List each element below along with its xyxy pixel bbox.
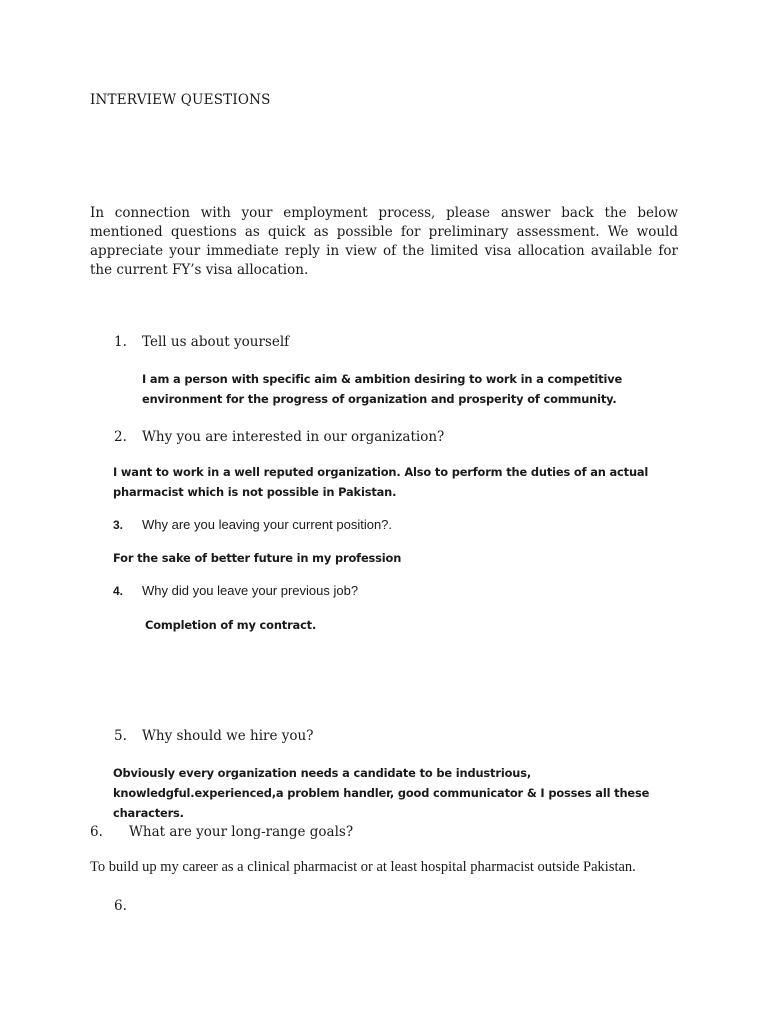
question-4-number: 4. — [113, 584, 124, 598]
question-1-number: 1. — [114, 334, 127, 350]
answer-2: I want to work in a well reputed organization. Also to perform the duties of an actual pharmacist which is not possible in Pakistan. — [113, 465, 649, 499]
question-5-text: Why should we hire you? — [142, 728, 314, 744]
question-4-text: Why did you leave your previous job? — [142, 583, 359, 598]
answer-6: To build up my career as a clinical pharmacist or at least hospital pharmacist outside Pakistan. — [90, 859, 636, 875]
question-2-text: Why you are interested in our organization? — [142, 429, 445, 445]
question-5-number: 5. — [114, 728, 127, 744]
question-7-number: 6. — [114, 898, 127, 914]
answer-1: I am a person with specific aim & ambition desiring to work in a competitive environment for the progress of organization and prosperity of community. — [142, 372, 623, 406]
intro-paragraph: In connection with your employment process, please answer back the below mentioned questions as quick as possible for preliminary assessment. We would appreciate your immediate reply in view of the limited visa allocation available for the current FY’s visa allocation. — [90, 205, 678, 278]
answer-5: Obviously every organization needs a candidate to be industrious, knowledgful.experienced,a problem handler, good communicator & I posses all these characters. — [113, 766, 650, 820]
document-title: INTERVIEW QUESTIONS — [90, 92, 271, 108]
question-3-text: Why are you leaving your current position?. — [142, 517, 393, 532]
question-6-number: 6. — [90, 824, 103, 840]
answer-3: For the sake of better future in my profession — [113, 551, 402, 565]
question-6-text: What are your long-range goals? — [129, 824, 354, 840]
answer-4: Completion of my contract. — [145, 618, 317, 632]
question-3-number: 3. — [113, 518, 124, 532]
question-2-number: 2. — [114, 429, 127, 445]
question-1-text: Tell us about yourself — [142, 334, 290, 350]
